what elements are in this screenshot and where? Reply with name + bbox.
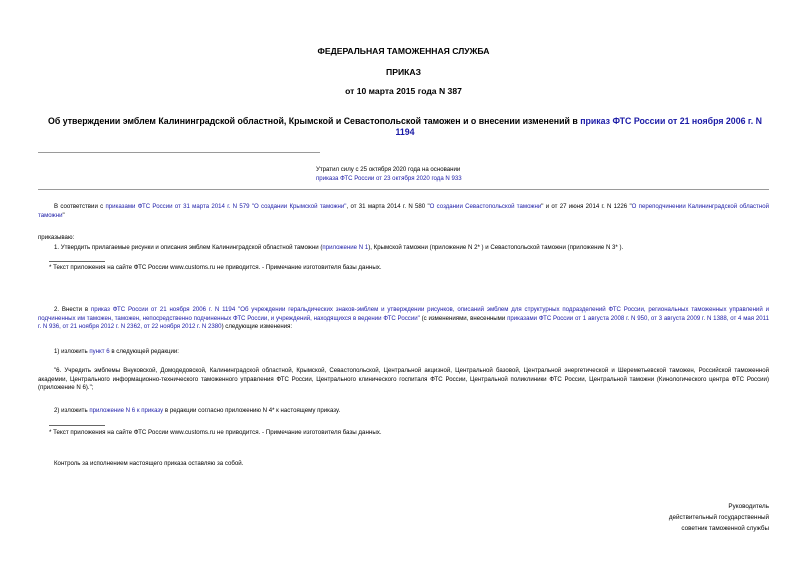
signature-rank-1: действительный государственный	[668, 514, 769, 521]
appendix-1-link[interactable]: приложение N 1	[322, 244, 369, 251]
paragraph-6-link[interactable]: пункт 6	[89, 348, 110, 355]
preamble-link-sevastopol[interactable]: О создании Севастопольской таможни	[429, 203, 542, 210]
item-2-text-c: ) следующие изменения:	[221, 323, 293, 331]
footnote-1-divider	[49, 261, 105, 262]
preamble-link-crimean[interactable]: приказами ФТС России от 31 марта 2014 г. N 579 "О создании Крымской таможни"	[105, 203, 347, 210]
title-divider	[38, 152, 320, 153]
order-word: приказываю:	[38, 234, 75, 241]
signature-title: Руководитель	[728, 503, 769, 510]
preamble-text-4: "	[62, 211, 65, 219]
subitem-1-text-b: в следующей редакции:	[109, 348, 179, 355]
subitem-2-paragraph	[54, 407, 340, 416]
preamble-link-kaliningrad[interactable]: О переподчинении Калининградской областной таможни	[38, 203, 770, 219]
amending-orders-link[interactable]: приказами ФТС России от 1 августа 2008 г. N 950, от 3 августа 2009 г. N 1388, от 4 мая 2011 г. N 936, от 21 ноября 2012 г. N 2362, от 22 ноября 2012 г. N 2380	[38, 314, 770, 331]
document-date: от 10 марта 2015 года N 387	[345, 86, 462, 96]
document-title	[40, 116, 770, 138]
status-line: Утратил силу с 25 октября 2020 года на основании	[316, 166, 461, 173]
control-statement: Контроль за исполнением настоящего приказа оставляю за собой.	[54, 460, 244, 467]
item-1-text-b: ), Крымской таможни (приложение N 2* ) и Севастопольской таможни (приложение N 3* ).	[368, 244, 624, 251]
status-link-line	[316, 175, 462, 184]
quoted-paragraph-6: "6. Учредить эмблемы Внуковской, Домодедовской, Калининградской областной, Крымской, Севастопольской, Центральной акцизной, Центральной базовой, Центральной энергетической и Шереметьевской таможен, Российской таможенной академии, Центрального информационно-технического таможенного управления ФТС России, Центрального клинического госпиталя ФТС России, Центральной поликлиники ФТС России, Центральной таможни (Кинологического центра ФТС России) (приложение N 6).";	[38, 367, 769, 392]
subitem-1-paragraph	[54, 348, 179, 357]
signature-rank-2: советник таможенной службы	[681, 525, 769, 532]
title-text: Об утверждении эмблем Калининградской областной, Крымской и Севастопольской таможен и о внесении изменений в	[48, 116, 581, 126]
subitem-2-text-b: в редакции согласно приложению N 4* к настоящему приказу.	[163, 407, 341, 414]
preamble-paragraph	[38, 203, 769, 220]
title-link[interactable]: приказ ФТС России от 21 ноября 2006 г. N 1194	[395, 116, 762, 137]
item-2-paragraph	[38, 306, 769, 332]
status-link[interactable]: приказа ФТС России от 23 октября 2020 года N 933	[316, 175, 462, 182]
document-type-heading: ПРИКАЗ	[386, 67, 421, 77]
status-divider	[38, 189, 769, 190]
order-1194-link[interactable]: приказ ФТС России от 21 ноября 2006 г. N 1194 "Об учреждении геральдических знаков-эмблем и утверждении рисунков, описаний эмблем для структурных подразделений ФТС России, региональных таможенных управлений и подчиненных им таможен, таможен, непосредственно подчиненных ФТС России, и учреждений, находящихся в ведении ФТС России"	[38, 306, 769, 322]
item-1-paragraph	[54, 244, 769, 253]
footnote-2: * Текст приложения на сайте ФТС России www.customs.ru не приводится. - Примечание изготовителя базы данных.	[49, 429, 382, 436]
footnote-1: * Текст приложения на сайте ФТС России www.customs.ru не приводится. - Примечание изготовителя базы данных.	[49, 264, 382, 271]
preamble-text-2: , от 31 марта 2014 г. N 580 "	[346, 203, 430, 210]
footnote-2-divider	[49, 425, 105, 426]
item-2-text-a: 2. Внести в	[54, 306, 91, 313]
item-1-text-a: 1. Утвердить прилагаемые рисунки и описания эмблем Калининградской областной таможни (	[54, 244, 323, 251]
preamble-text-3: " и от 27 июня 2014 г. N 1226 "	[541, 203, 632, 210]
preamble-text-1: В соответствии с	[54, 203, 106, 210]
subitem-2-text-a: 2) изложить	[54, 407, 90, 414]
agency-heading: ФЕДЕРАЛЬНАЯ ТАМОЖЕННАЯ СЛУЖБА	[317, 46, 490, 56]
subitem-1-text-a: 1) изложить	[54, 348, 90, 355]
item-2-text-b: (с изменениями, внесенными	[419, 314, 508, 322]
appendix-6-link[interactable]: приложение N 6 к приказу	[89, 407, 164, 414]
